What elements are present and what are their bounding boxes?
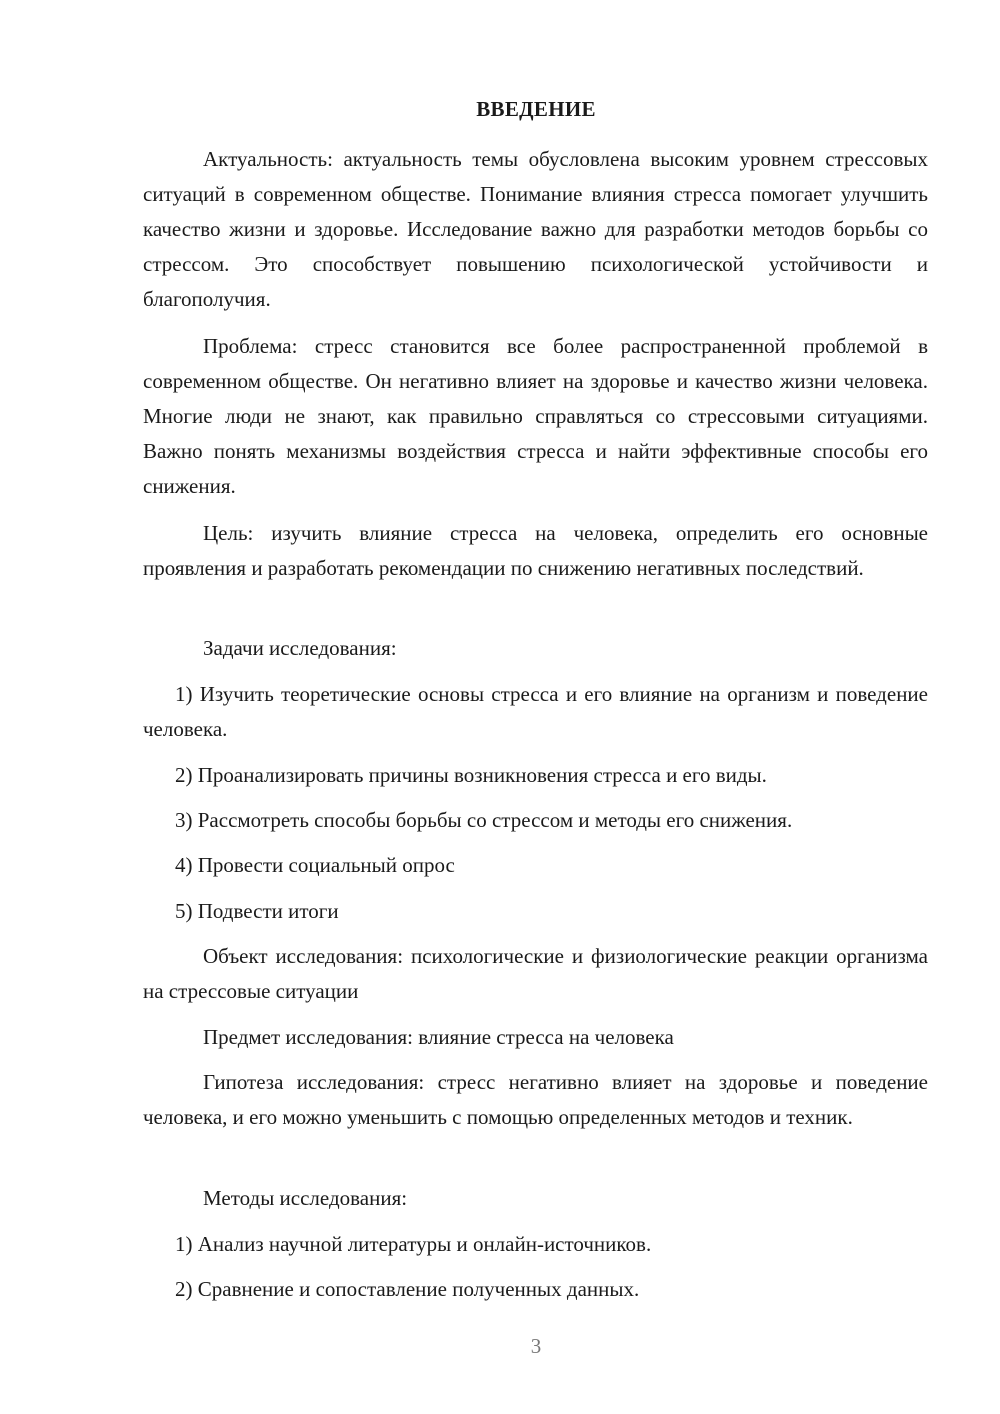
task-item: 4) Провести социальный опрос [175, 853, 455, 877]
task-item: 5) Подвести итоги [175, 899, 339, 923]
object-paragraph: Объект исследования: психологические и физиологические реакции организма на стрессовые ситуации [143, 944, 928, 1003]
page-number: 3 [530, 1334, 542, 1358]
hypothesis-paragraph: Гипотеза исследования: стресс негативно влияет на здоровье и поведение человека, и его можно уменьшить с помощью определенных методов и техник. [143, 1070, 928, 1129]
method-item: 2) Сравнение и сопоставление полученных данных. [175, 1277, 640, 1301]
problem-paragraph: Проблема: стресс становится все более распространенной проблемой в современном обществе. Он негативно влияет на здоровье и качество жизни человека. Многие люди не знают, как правильно справляться со стрессовыми ситуациями. Важно понять механизмы воздействия стресса и найти эффективные способы его снижения. [143, 334, 928, 498]
relevance-paragraph: Актуальность: актуальность темы обусловлена высоким уровнем стрессовых ситуаций в современном обществе. Понимание влияния стресса помогает улучшить качество жизни и здоровье. Исследование важно для разработки методов борьбы со стрессом. Это способствует повышению психологической устойчивости и благополучия. [143, 147, 928, 311]
method-item: 1) Анализ научной литературы и онлайн-источников. [175, 1232, 652, 1256]
task-item: 1) Изучить теоретические основы стресса и его влияние на организм и поведение человека. [143, 682, 928, 741]
task-item: 2) Проанализировать причины возникновения стресса и его виды. [175, 763, 767, 787]
goal-paragraph: Цель: изучить влияние стресса на человека, определить его основные проявления и разработать рекомендации по снижению негативных последствий. [143, 521, 928, 580]
page-title: ВВЕДЕНИЕ [476, 97, 596, 121]
tasks-heading: Задачи исследования: [203, 636, 397, 660]
task-item: 3) Рассмотреть способы борьбы со стрессом и методы его снижения. [175, 808, 793, 832]
methods-heading: Методы исследования: [203, 1186, 408, 1210]
subject-paragraph: Предмет исследования: влияние стресса на человека [203, 1025, 674, 1049]
